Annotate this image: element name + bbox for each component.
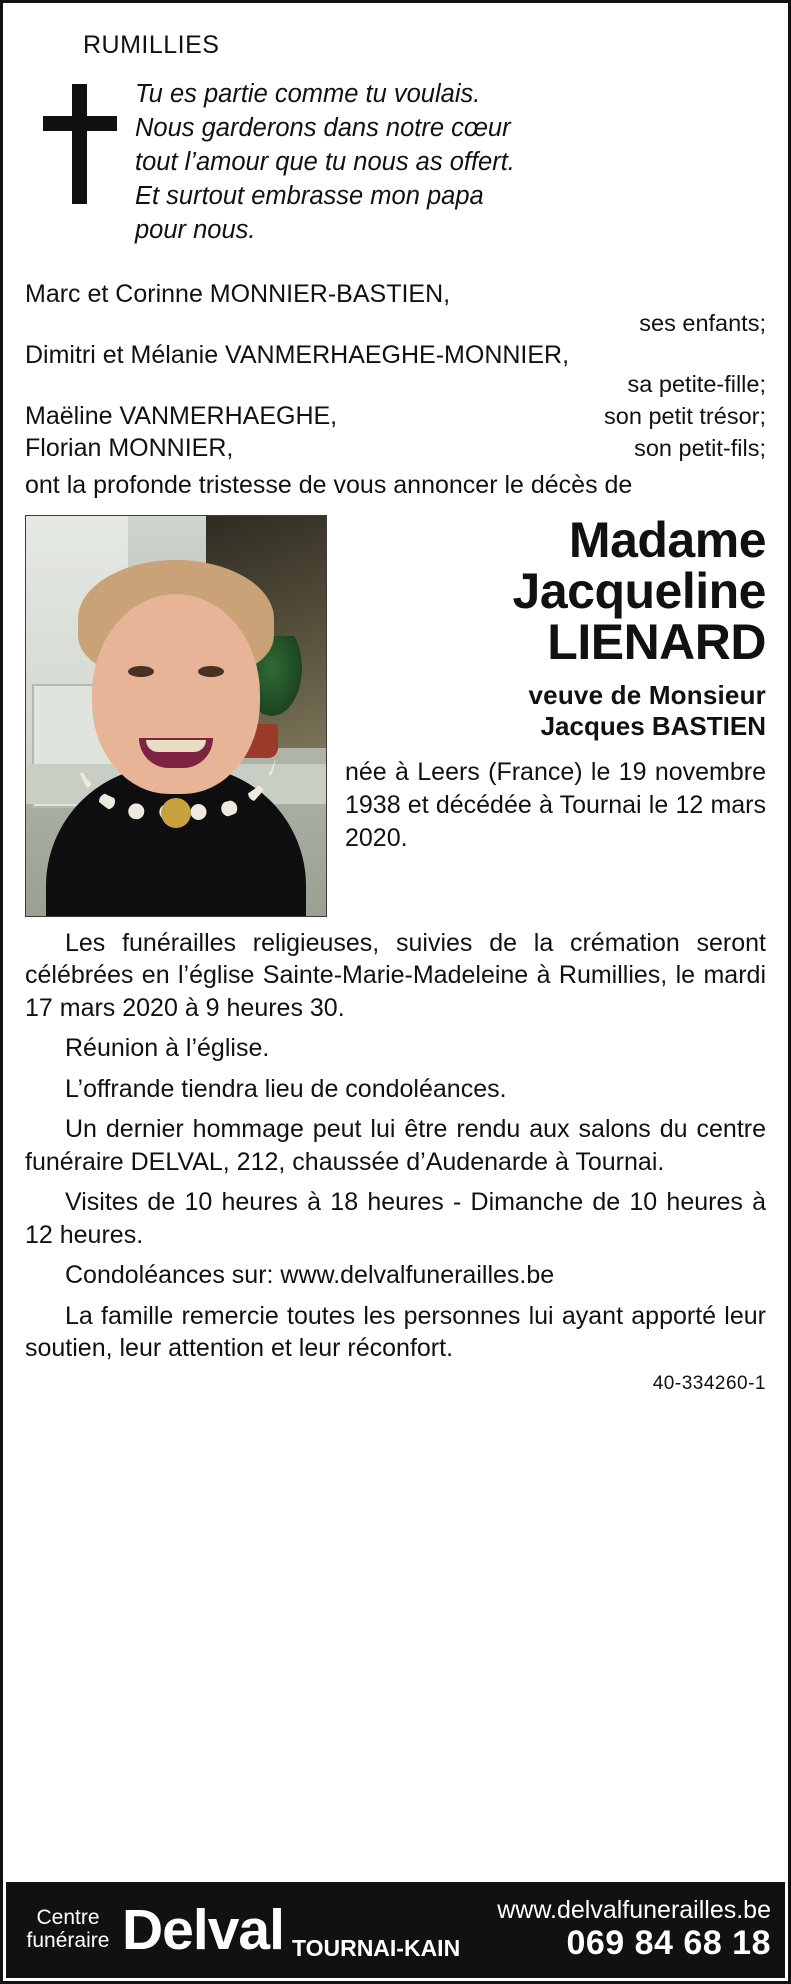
family-name: Dimitri et Mélanie VANMERHAEGHE-MONNIER, — [25, 340, 570, 369]
portrait-and-name — [25, 511, 766, 917]
family-row — [25, 278, 766, 311]
visits-paragraph: Visites de 10 heures à 18 heures - Dimanche de 10 heures à 12 heures. — [25, 1188, 766, 1249]
family-relation: son petit-fils; — [634, 435, 766, 462]
family-name: Marc et Corinne MONNIER-BASTIEN, — [25, 279, 451, 308]
phone-number[interactable]: 069 84 68 18 — [566, 1924, 771, 1963]
family-name: Maëline VANMERHAEGHE, — [25, 401, 338, 430]
branch-city: TOURNAI-KAIN — [291, 1935, 461, 1961]
homage-paragraph: Un dernier hommage peut lui être rendu aux salons du centre funéraire DELVAL, 212, chaussée d’Audenarde à Tournai. — [25, 1115, 766, 1176]
centre-line-2: funéraire — [26, 1929, 110, 1952]
funeral-paragraph: Les funérailles religieuses, suivies de la crémation seront célébrées en l’église Sainte-Marie-Madeleine à Rumillies, le mardi 17 mars 2020 à 9 heures 30. — [25, 928, 766, 1022]
notice-body — [25, 927, 766, 1365]
announcement-text: ont la profonde tristesse de vous annoncer le décès de — [25, 470, 633, 499]
funeral-home-banner — [6, 1882, 785, 1978]
condolences-paragraph: Condoléances sur: www.delvalfunerailles.be — [65, 1261, 555, 1290]
epitaph-section — [25, 74, 766, 248]
widow-line-2: Jacques BASTIEN — [540, 710, 766, 741]
cross-icon — [43, 84, 117, 204]
thanks-paragraph: La famille remercie toutes les personnes lui ayant apporté leur soutien, leur attention et leur réconfort. — [25, 1301, 766, 1363]
family-row — [25, 432, 766, 465]
reference-number: 40-334260-1 — [652, 1372, 766, 1394]
family-row — [25, 400, 766, 433]
family-relation: ses enfants; — [639, 310, 766, 337]
delval-logo: Delval — [122, 1897, 284, 1962]
portrait-photo — [25, 515, 327, 917]
epitaph-line: Nous garderons dans notre cœur — [135, 113, 511, 142]
epitaph-line: Et surtout embrasse mon papa — [135, 181, 484, 210]
widow-of — [345, 680, 766, 742]
widow-line-1: veuve de Monsieur — [528, 679, 766, 710]
family-list — [25, 278, 766, 465]
epitaph-line: Tu es partie comme tu voulais. — [135, 80, 481, 108]
deceased-title: Madame — [568, 511, 766, 568]
birth-death-details: née à Leers (France) le 19 novembre 1938 et décédée à Tournai le 12 mars 2020. — [345, 758, 766, 852]
cross-icon-wrapper — [25, 74, 135, 204]
epitaph-line: pour nous. — [135, 215, 256, 244]
family-relation: sa petite-fille; — [627, 371, 766, 398]
family-relation: son petit trésor; — [604, 402, 766, 429]
family-row — [25, 339, 766, 372]
locality-heading: RUMILLIES — [83, 31, 220, 59]
epitaph-text — [135, 74, 515, 248]
centre-line-1: Centre — [36, 1906, 100, 1930]
centre-funeraire-label — [20, 1907, 116, 1952]
deceased-last-name: LIENARD — [547, 613, 766, 670]
epitaph-line: tout l’amour que tu nous as offert. — [135, 147, 515, 176]
deceased-name-block — [327, 511, 766, 855]
offering-paragraph: L’offrande tiendra lieu de condoléances. — [65, 1074, 507, 1103]
website-link[interactable]: www.delvalfunerailles.be — [497, 1895, 771, 1924]
deceased-first-name: Jacqueline — [512, 562, 766, 619]
family-name: Florian MONNIER, — [25, 434, 234, 463]
contact-block — [497, 1897, 771, 1964]
reunion-paragraph: Réunion à l’église. — [65, 1034, 270, 1063]
